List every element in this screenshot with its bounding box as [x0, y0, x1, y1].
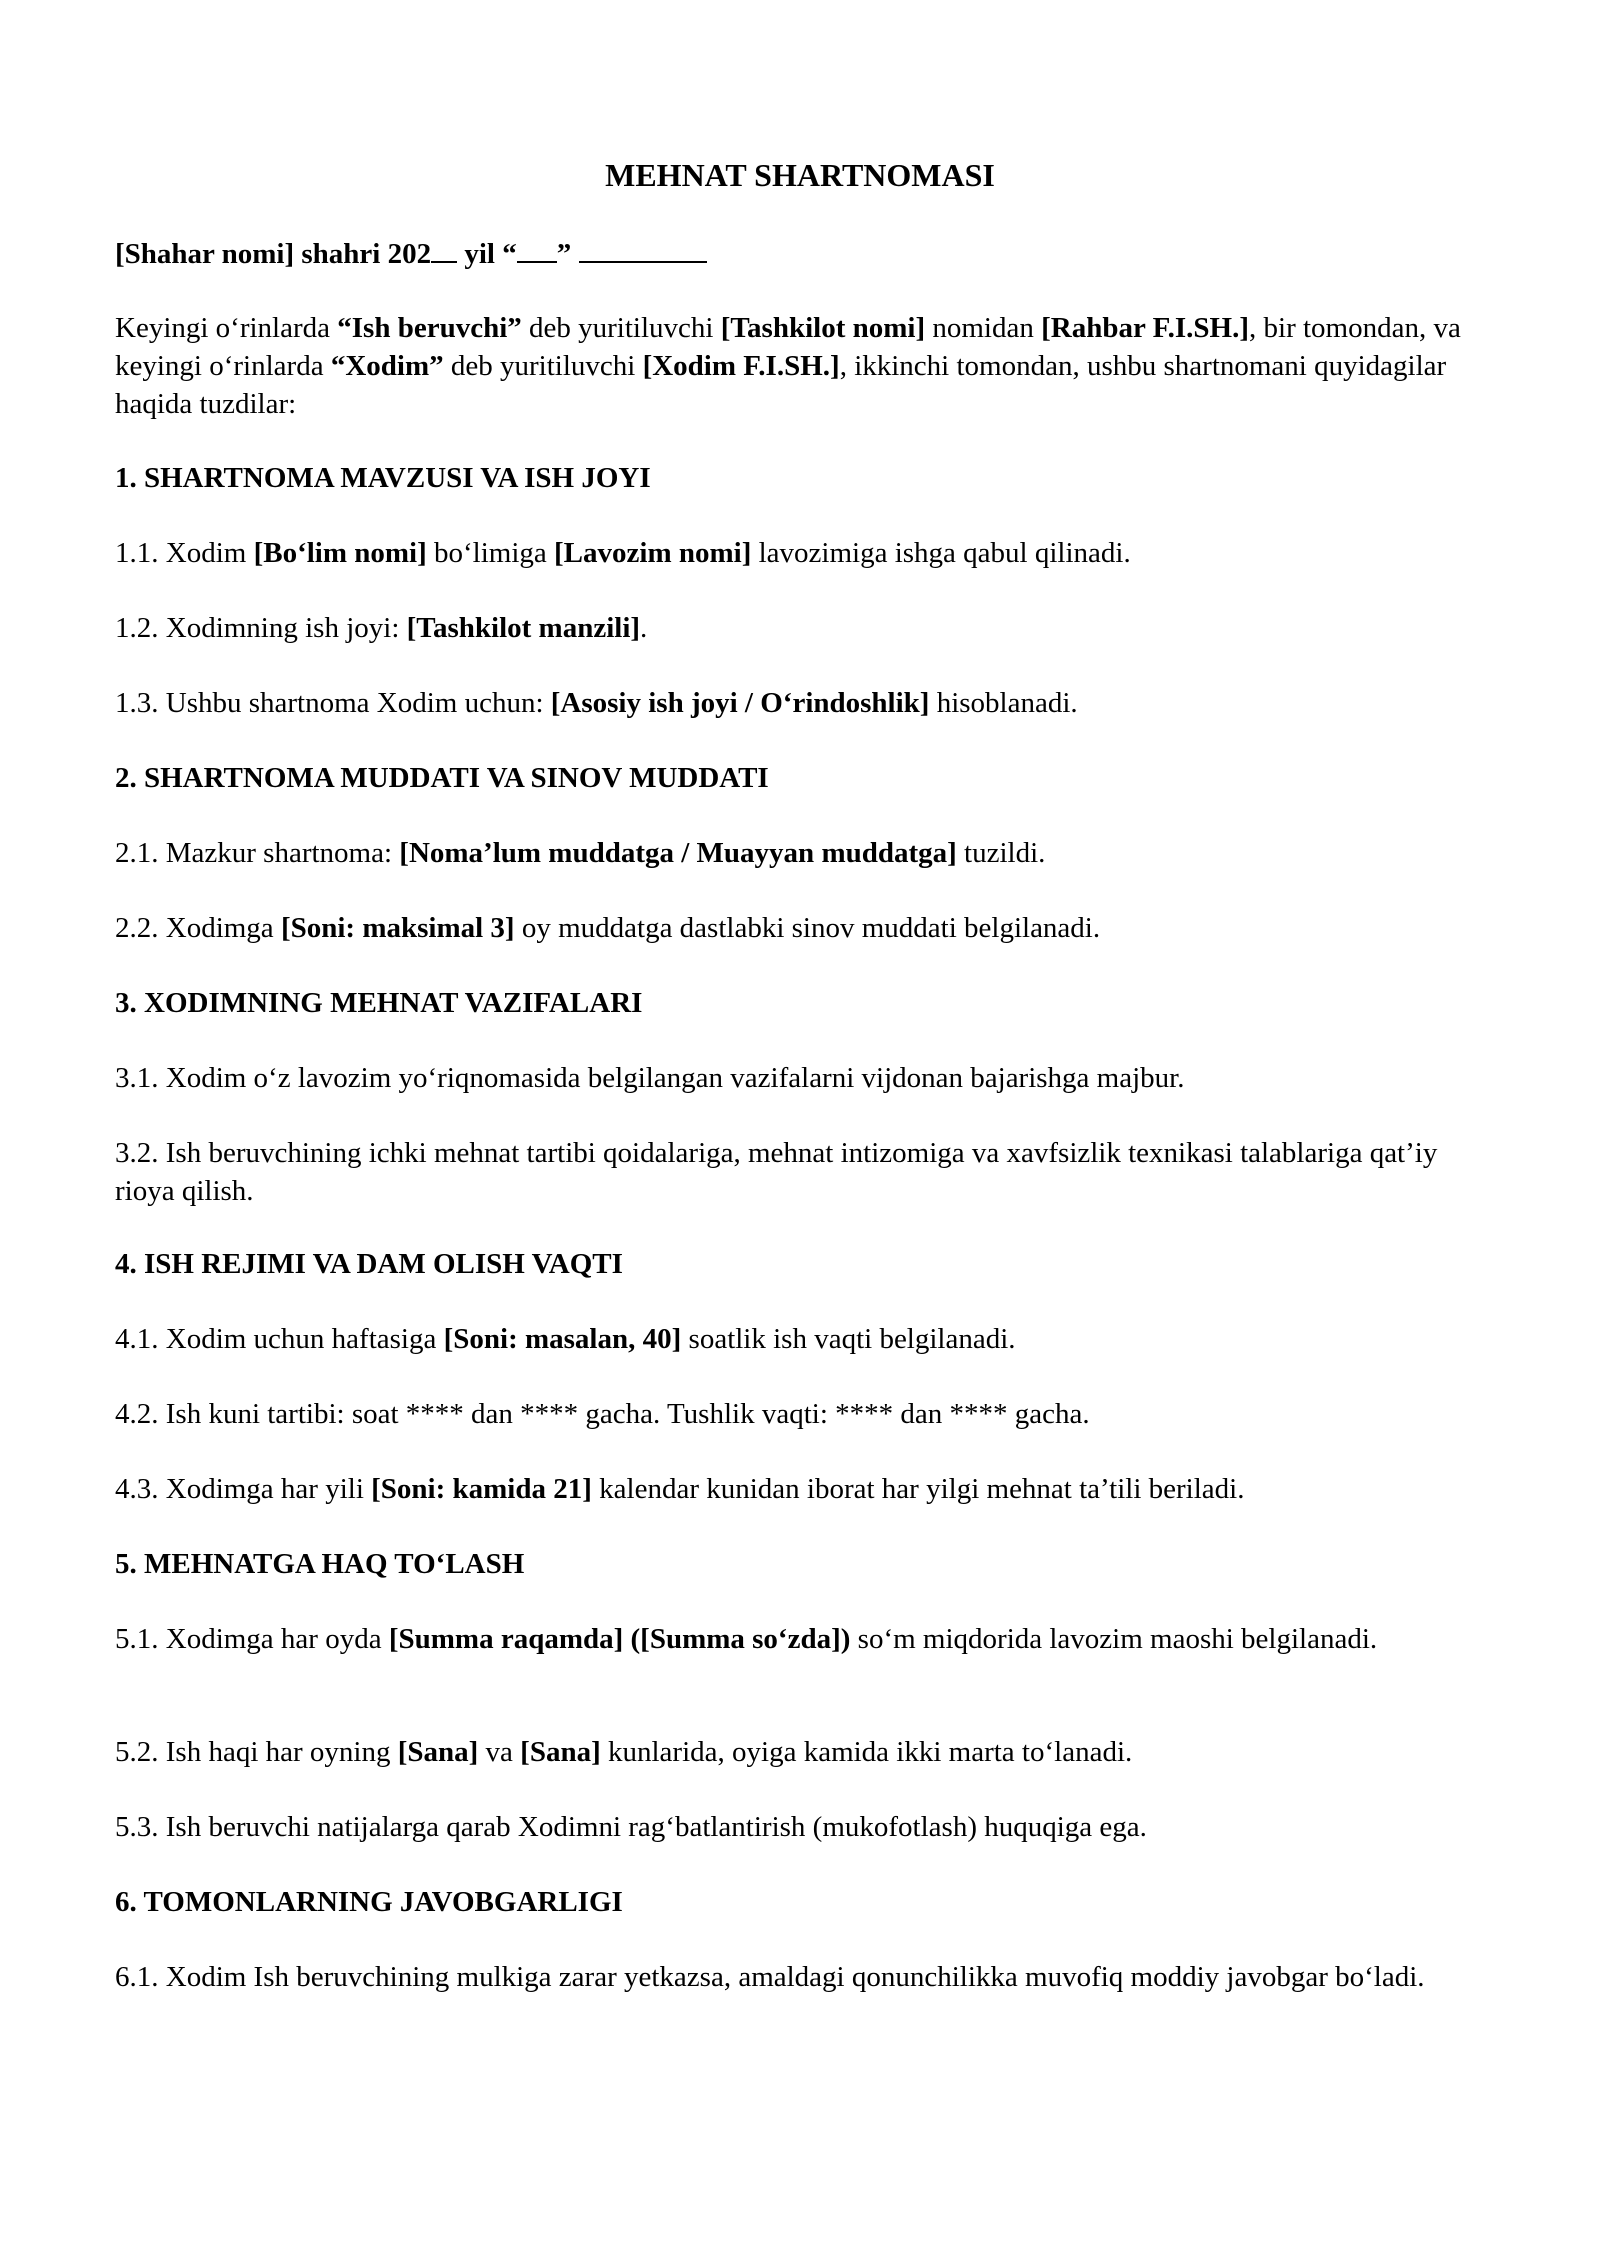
section-4-heading: 4. ISH REJIMI VA DAM OLISH VAQTI	[115, 1248, 623, 1280]
clause-text: 4.3. Xodimga har yili	[115, 1473, 372, 1505]
date-placeholder: [Sana]	[397, 1736, 479, 1768]
employee-name-placeholder: [Xodim F.I.SH.]	[642, 350, 840, 382]
clause-text: 1.3. Ushbu shartnoma Xodim uchun:	[115, 687, 551, 719]
document-title: MEHNAT SHARTNOMASI	[605, 157, 995, 193]
intro-text: deb yuritiluvchi	[443, 350, 643, 382]
salary-placeholder: [Summa raqamda] ([Summa so‘zda])	[388, 1623, 851, 1655]
vacation-days-placeholder: [Soni: kamida 21]	[371, 1473, 592, 1505]
probation-placeholder: [Soni: maksimal 3]	[280, 912, 515, 944]
intro-text: nomidan	[925, 312, 1042, 344]
quote-close: ”	[556, 238, 572, 270]
employer-term: “Ish beruvchi”	[337, 312, 522, 344]
clause-1-2	[115, 609, 1495, 647]
clause-5-3: 5.3. Ish beruvchi natijalarga qarab Xodimni rag‘batlantirish (mukofotlash) huquqiga ega.	[115, 1811, 1147, 1843]
section-6-heading: 6. TOMONLARNING JAVOBGARLIGI	[115, 1886, 623, 1918]
clause-1-3	[115, 684, 1495, 722]
clause-text: lavozimiga ishga qabul qilinadi.	[751, 537, 1131, 569]
day-blank	[517, 237, 557, 263]
clause-text: hisoblanadi.	[929, 687, 1078, 719]
intro-text: Keyingi o‘rinlarda	[115, 312, 338, 344]
year-label: yil “	[457, 238, 517, 270]
clause-text: 1.1. Xodim	[115, 537, 254, 569]
year-blank	[431, 237, 457, 263]
place-date-line	[115, 235, 1495, 273]
employment-type-placeholder: [Asosiy ish joyi / O‘rindoshlik]	[550, 687, 930, 719]
clause-5-2	[115, 1733, 1495, 1771]
intro-text: , ikkinchi tomondan, ushbu shartnomani quyidagilar haqida tuzdilar:	[115, 350, 1447, 420]
clause-4-3	[115, 1470, 1495, 1508]
section-1-heading: 1. SHARTNOMA MAVZUSI VA ISH JOYI	[115, 462, 651, 494]
address-placeholder: [Tashkilot manzili]	[406, 612, 641, 644]
employee-term: “Xodim”	[330, 350, 444, 382]
clause-text: 4.1. Xodim uchun haftasiga	[115, 1323, 444, 1355]
clause-text: va	[478, 1736, 521, 1768]
term-placeholder: [Noma’lum muddatga / Muayyan muddatga]	[399, 837, 957, 869]
section-2-heading: 2. SHARTNOMA MUDDATI VA SINOV MUDDATI	[115, 762, 769, 794]
intro-text: , bir tomondan, va keyingi o‘rinlarda	[115, 312, 1461, 382]
clause-text: bo‘limiga	[426, 537, 555, 569]
clause-text: 5.2. Ish haqi har oyning	[115, 1736, 398, 1768]
organization-placeholder: [Tashkilot nomi]	[720, 312, 926, 344]
clause-text: so‘m miqdorida lavozim maoshi belgilanadi.	[850, 1623, 1378, 1655]
clause-text: kalendar kunidan iborat har yilgi mehnat ta’tili beriladi.	[591, 1473, 1245, 1505]
intro-paragraph	[115, 309, 1495, 423]
clause-text: .	[640, 612, 648, 644]
clause-2-1	[115, 834, 1495, 872]
month-blank	[579, 237, 707, 263]
clause-text: kunlarida, oyiga kamida ikki marta to‘lanadi.	[600, 1736, 1133, 1768]
clause-4-2: 4.2. Ish kuni tartibi: soat **** dan **** gacha. Tushlik vaqti: **** dan **** gacha.	[115, 1398, 1090, 1430]
director-placeholder: [Rahbar F.I.SH.]	[1041, 312, 1250, 344]
section-5-heading: 5. MEHNATGA HAQ TO‘LASH	[115, 1548, 525, 1580]
clause-3-2: 3.2. Ish beruvchining ichki mehnat tartibi qoidalariga, mehnat intizomiga va xavfsizlik texnikasi talablariga qat’iy rioya qilish.	[115, 1137, 1438, 1207]
hours-placeholder: [Soni: masalan, 40]	[443, 1323, 682, 1355]
position-placeholder: [Lavozim nomi]	[554, 537, 752, 569]
clause-text: 5.1. Xodimga har oyda	[115, 1623, 389, 1655]
clause-text: 1.2. Xodimning ish joyi:	[115, 612, 407, 644]
clause-text: soatlik ish vaqti belgilanadi.	[681, 1323, 1016, 1355]
clause-6-1: 6.1. Xodim Ish beruvchining mulkiga zarar yetkazsa, amaldagi qonunchilikka muvofiq moddiy javobgar bo‘ladi.	[115, 1961, 1425, 1993]
clause-text: tuzildi.	[956, 837, 1046, 869]
clause-text: 2.2. Xodimga	[115, 912, 281, 944]
clause-text: oy muddatga dastlabki sinov muddati belgilanadi.	[514, 912, 1101, 944]
clause-3-1: 3.1. Xodim o‘z lavozim yo‘riqnomasida belgilangan vazifalarni vijdonan bajarishga majbur.	[115, 1062, 1185, 1094]
clause-4-1	[115, 1320, 1495, 1358]
clause-1-1	[115, 534, 1495, 572]
clause-5-1	[115, 1620, 1495, 1658]
department-placeholder: [Bo‘lim nomi]	[253, 537, 427, 569]
clause-text: 2.1. Mazkur shartnoma:	[115, 837, 400, 869]
section-3-heading: 3. XODIMNING MEHNAT VAZIFALARI	[115, 987, 643, 1019]
clause-2-2	[115, 909, 1495, 947]
date-placeholder: [Sana]	[520, 1736, 601, 1768]
intro-text: deb yuritiluvchi	[521, 312, 721, 344]
city-text: [Shahar nomi] shahri 202	[115, 238, 432, 270]
